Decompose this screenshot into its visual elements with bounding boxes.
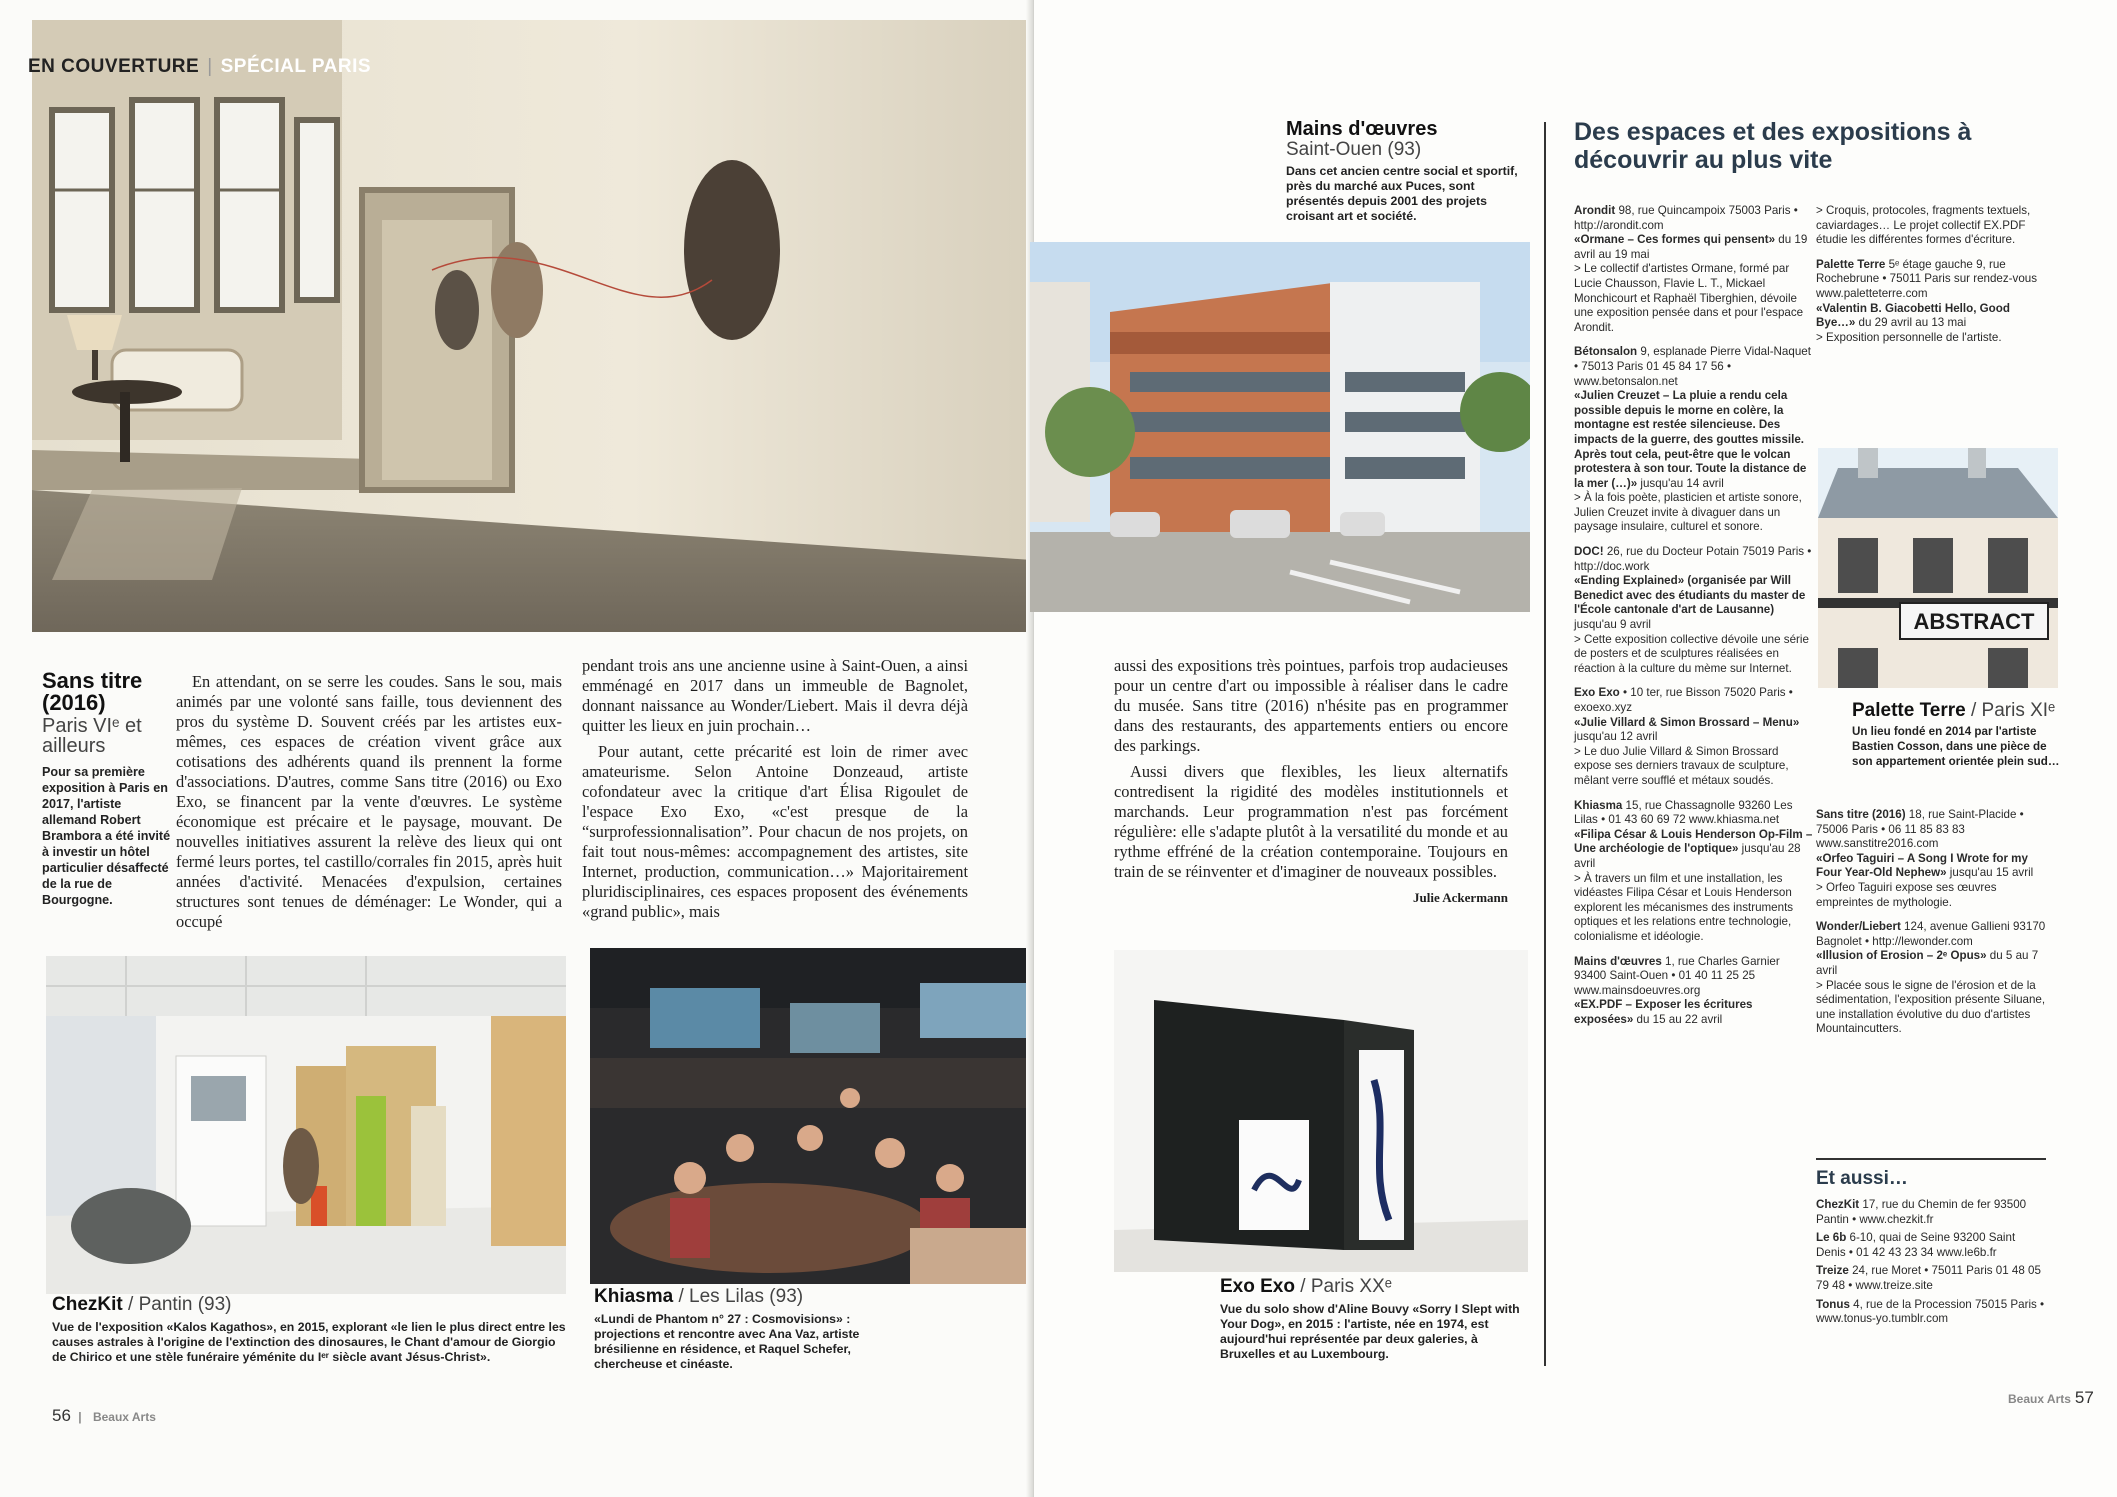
listing-entry: Le 6b 6-10, quai de Seine 93200 Saint Denis • 01 42 43 23 34 www.le6b.fr — [1816, 1231, 2016, 1259]
listing-column-2 — [1816, 808, 2046, 1047]
khiasma-name: Khiasma — [594, 1286, 674, 1307]
building-photo — [1030, 242, 1530, 612]
hero-photo-sans-titre — [32, 20, 1032, 632]
article-column-1 — [176, 672, 562, 938]
et-aussi-box — [1816, 1158, 2046, 1331]
sidebar-location: Paris VIᵉ et ailleurs — [42, 715, 142, 757]
palette-terre-caption — [1852, 700, 2062, 769]
listing-column-2-top — [1816, 204, 2046, 355]
author-signature: Julie Ackermann — [1413, 890, 1508, 905]
palette-terre-name: Palette Terre — [1852, 700, 1966, 721]
listing-entry: Tonus 4, rue de la Procession 75015 Paris • www.tonus-yo.tumblr.com — [1816, 1297, 2045, 1326]
chezkit-name: ChezKit — [52, 1294, 123, 1315]
article-paragraph: pendant trois ans une ancienne usine à Saint-Ouen, a ainsi emménagé en 2017 dans un immeuble de Bagnolet, donnant naissance au Wonder/Liebert. Mais il devra déjà quitter les lieux en juin prochain… — [582, 656, 968, 735]
article-paragraph: Aussi divers que flexibles, les lieux alternatifs contredisent la rigidité des modèles institutionnels et marchands. Leur programmation n'est pas forcément régulière: elle s'adapte plutôt à la versatilité du monde et au rythme effréné de la création contemporaine. Toujours en train de se réinventer et d'imaginer de nouveaux possibles. — [1114, 762, 1508, 881]
listing-entry: DOC! 26, rue du Docteur Potain 75019 Paris • http://doc.work «Ending Explained» (organisée par Will Benedict avec des étudiants du master de l'École cantonale d'art de Lausanne) jusqu'au 9 avril > Cette exposition collective dévoile une série de posters et de sculptures réalisées en réaction à la culture du mème sur Internet. — [1574, 545, 1812, 675]
exoexo-photo — [1114, 950, 1528, 1272]
exoexo-name: Exo Exo — [1220, 1276, 1295, 1297]
khiasma-caption-text: «Lundi de Phantom n° 27 : Cosmovisions» : projections et rencontre avec Ana Vaz, artiste brésilienne en résidence, et Raquel Schefer, chercheuse et cinéaste. — [594, 1312, 860, 1371]
listing-entry: Sans titre (2016) 18, rue Saint-Placide • 75006 Paris • 06 11 85 83 83 www.sanstitre2016.com «Orfeo Taguiri – A Song I Wrote for my Four Year-Old Nephew» jusqu'au 15 avril > Orfeo Taguiri expose ses œuvres empreintes de mythologie. — [1816, 808, 2034, 909]
listing-entry: Arondit 98, rue Quincampoix 75003 Paris • http://arondit.com «Ormane – Ces formes qui pensent» du 19 avril au 19 mai > Le collectif d'artistes Ormane, formé par Lucie Chausson, Flavie L. T., Mickael Monchicourt et Raphaël Tiberghien, dévoile une exposition pensée dans et pour l'espace Arondit. — [1574, 204, 1808, 334]
left-page — [0, 0, 1034, 1497]
building-photo — [1818, 448, 2058, 688]
palette-terre-photo — [1818, 448, 2058, 688]
mains-photo — [1030, 242, 1530, 612]
listing-entry-continued: > Croquis, protocoles, fragments textuels, caviardages… Le projet collectif EX.PDF étudie les différentes formes d'écriture. — [1816, 204, 2031, 247]
sidebar-title: Sans titre (2016) — [42, 668, 143, 715]
mains-caption-text: Dans cet ancien centre social et sportif, près du marché aux Puces, sont présentés depuis 2001 des projets croisant art et société. — [1286, 164, 1518, 223]
installation-photo — [1114, 950, 1528, 1272]
rubric-section: EN COUVERTURE — [28, 56, 200, 77]
chezkit-location: / Pantin (93) — [128, 1294, 232, 1315]
listing-entry: Mains d'œuvres 1, rue Charles Garnier 93400 Saint-Ouen • 01 40 11 25 25 www.mainsdoeuvres.org «EX.PDF – Exposer les écritures exposées» du 15 au 22 avril — [1574, 954, 1780, 1026]
article-column-2 — [582, 656, 968, 928]
listing-entry: Bétonsalon 9, esplanade Pierre Vidal-Naquet • 75013 Paris 01 45 84 17 56 • www.betonsalon.net «Julien Creuzet – La pluie a rendu cela possible depuis le morne en colère, la montagne est restée silencieuse. Des impacts de la guerre, des gouttes missile. Après tout cela, peut-être que le volcan protestera à son tour. Toute la distance de la mer (…)» jusqu'au 14 avril > À la fois poète, plasticien et artiste sonore, Julien Creuzet invite à divaguer dans un paysage insulaire, culturel et sonore. — [1574, 345, 1811, 534]
magazine-name: Beaux Arts — [2008, 1392, 2071, 1406]
khiasma-caption — [594, 1286, 1034, 1372]
article-paragraph: aussi des expositions très pointues, parfois trop audacieuses pour un centre d'art ou impossible à réaliser dans le cadre du musée. Sans titre (2016) n'hésite pas en programmer dans des restaurants, des appartements entiers ou encore des parkings. — [1114, 656, 1508, 755]
gallery-photo — [46, 956, 566, 1294]
section-title: Des espaces et des expositions à découvrir au plus vite — [1574, 118, 1972, 174]
article-paragraph: En attendant, on se serre les coudes. Sans le sou, mais animés par une volonté sans faille, tous deviennent des pros du système D. Souvent créés par les artistes eux-mêmes, ces espaces de création vivent grâce aux cotisations des adhérents quand ils prennent la forme d'associations. D'autres, comme Sans titre (2016) ou Exo Exo, se financent par la vente d'œuvres. Le système économique est précaire et le paysage, mouvant. De nouvelles initiatives assurent la relève des lieux qui ont fermé leurs portes, tel castillo/corrales fin 2015, après huit années d'activité. Menacées d'expulsion, certaines structures sont tenues de déménager: Le Wonder, qui a occupé — [176, 672, 562, 931]
folio-left: 56 | Beaux Arts — [52, 1406, 156, 1425]
column-divider — [1544, 122, 1546, 1366]
listing-column-1 — [1574, 204, 1814, 1037]
sidebar-text: Pour sa première exposition à Paris en 2017, l'artiste allemand Robert Brambora a été invité à investir un hôtel particulier désaffecté de la rue de Bourgogne. — [42, 765, 171, 907]
chezkit-caption-text: Vue de l'exposition «Kalos Kagathos», en 2015, explorant «le lien le plus direct entre les causes astrales à l'origine de l'extinction des dinosaures, le Chant d'amour de Giorgio de Chirico et une stèle funéraire yéménite du Iᵉʳ siècle avant Jésus-Christ». — [52, 1320, 566, 1364]
khiasma-location: / Les Lilas (93) — [678, 1286, 804, 1307]
palette-terre-location: / Paris XIᵉ — [1970, 700, 2056, 721]
listing-entry: Treize 24, rue Moret • 75011 Paris 01 48 05 79 48 • www.treize.site — [1816, 1264, 2041, 1292]
interior-photo — [32, 20, 1032, 632]
listing-entry: Palette Terre 5ᵉ étage gauche 9, rue Rochebrune • 75011 Paris sur rendez-vous www.paletteterre.com «Valentin B. Giacobetti Hello, Good Bye…» du 29 avril au 13 mai > Exposition personnelle de l'artiste. — [1816, 257, 2038, 344]
right-page — [1034, 0, 2117, 1497]
article-paragraph: Pour autant, cette précarité est loin de rimer avec amateurisme. Selon Antoine Donzeaud, artiste cofondateur avec la critique d'art Élisa Rigoulet de l'espace Exo Exo, «c'est presque de la “surprofessionnalisation”. Pour chacun de nos projets, on fait tout nous-mêmes: accompagnement des artistes, site Internet, production, communication…» Majoritairement pluridisciplinaires, ces espaces proposent des événements «grand public», mais — [582, 742, 968, 921]
mains-caption — [1286, 118, 1536, 224]
exoexo-caption-text: Vue du solo show d'Aline Bouvy «Sorry I Slept with Your Dog», en 2015 : l'artiste, née en 1974, est aujourd'hui représentée par deux galeries, à Bruxelles et au Luxembourg. — [1220, 1302, 1520, 1361]
mains-name: Mains d'œuvres — [1286, 118, 1438, 140]
mains-location: Saint-Ouen (93) — [1286, 139, 1422, 160]
folio-right — [2004, 1388, 2094, 1408]
exoexo-location: / Paris XXᵉ — [1300, 1276, 1392, 1297]
exoexo-caption — [1220, 1276, 1520, 1362]
page-number: 56 — [52, 1406, 71, 1425]
listing-entry: ChezKit 17, rue du Chemin de fer 93500 Pantin • www.chezkit.fr — [1816, 1198, 2027, 1226]
et-aussi-title: Et aussi… — [1816, 1168, 1908, 1189]
abstract-banner-text: ABSTRACT — [1913, 609, 2035, 634]
chezkit-photo — [46, 956, 566, 1294]
rubric: EN COUVERTURE | SPÉCIAL PARIS — [28, 56, 372, 77]
khiasma-photo — [590, 948, 1034, 1284]
listing-entry: Khiasma 15, rue Chassagnolle 93260 Les Lilas • 01 43 60 69 72 www.khiasma.net «Filipa César & Louis Henderson Op-Film – Une archéologie de l'optique» jusqu'au 28 avril > À travers un film et une installation, les vidéastes Filipa César et Louis Henderson explorent les mécanismes des instruments optiques et les relations entre technologie, colonialisme et idéologie. — [1574, 798, 1813, 943]
et-aussi-list — [1816, 1198, 2046, 1327]
article-column-3 — [1114, 656, 1508, 908]
palette-terre-caption-text: Un lieu fondé en 2014 par l'artiste Bastien Cosson, dans une pièce de son appartement orientée plein sud… — [1852, 725, 2060, 768]
magazine-name: Beaux Arts — [92, 1410, 156, 1424]
rubric-special: SPÉCIAL PARIS — [220, 56, 372, 77]
listing-entry: Exo Exo • 10 ter, rue Bisson 75020 Paris • exoexo.xyz «Julie Villard & Simon Brossard – Menu» jusqu'au 12 avril > Le duo Julie Villard & Simon Brossard expose ses derniers travaux de sculpture, mêlant verre soufflé et métaux soudés. — [1574, 686, 1800, 787]
chezkit-caption — [52, 1294, 572, 1365]
listing-entry: Wonder/Liebert 124, avenue Gallieni 93170 Bagnolet • http://lewonder.com «Illusion of Erosion – 2ᵉ Opus» du 5 au 7 avril > Placée sous le signe de l'érosion et de la sédimentation, l'exposition présente Siluane, une installation évolutive du duo d'artistes Mountaincutters. — [1816, 920, 2046, 1036]
event-photo — [590, 948, 1034, 1284]
sidebar-sans-titre — [42, 670, 172, 908]
page-number: 57 — [2074, 1388, 2094, 1407]
